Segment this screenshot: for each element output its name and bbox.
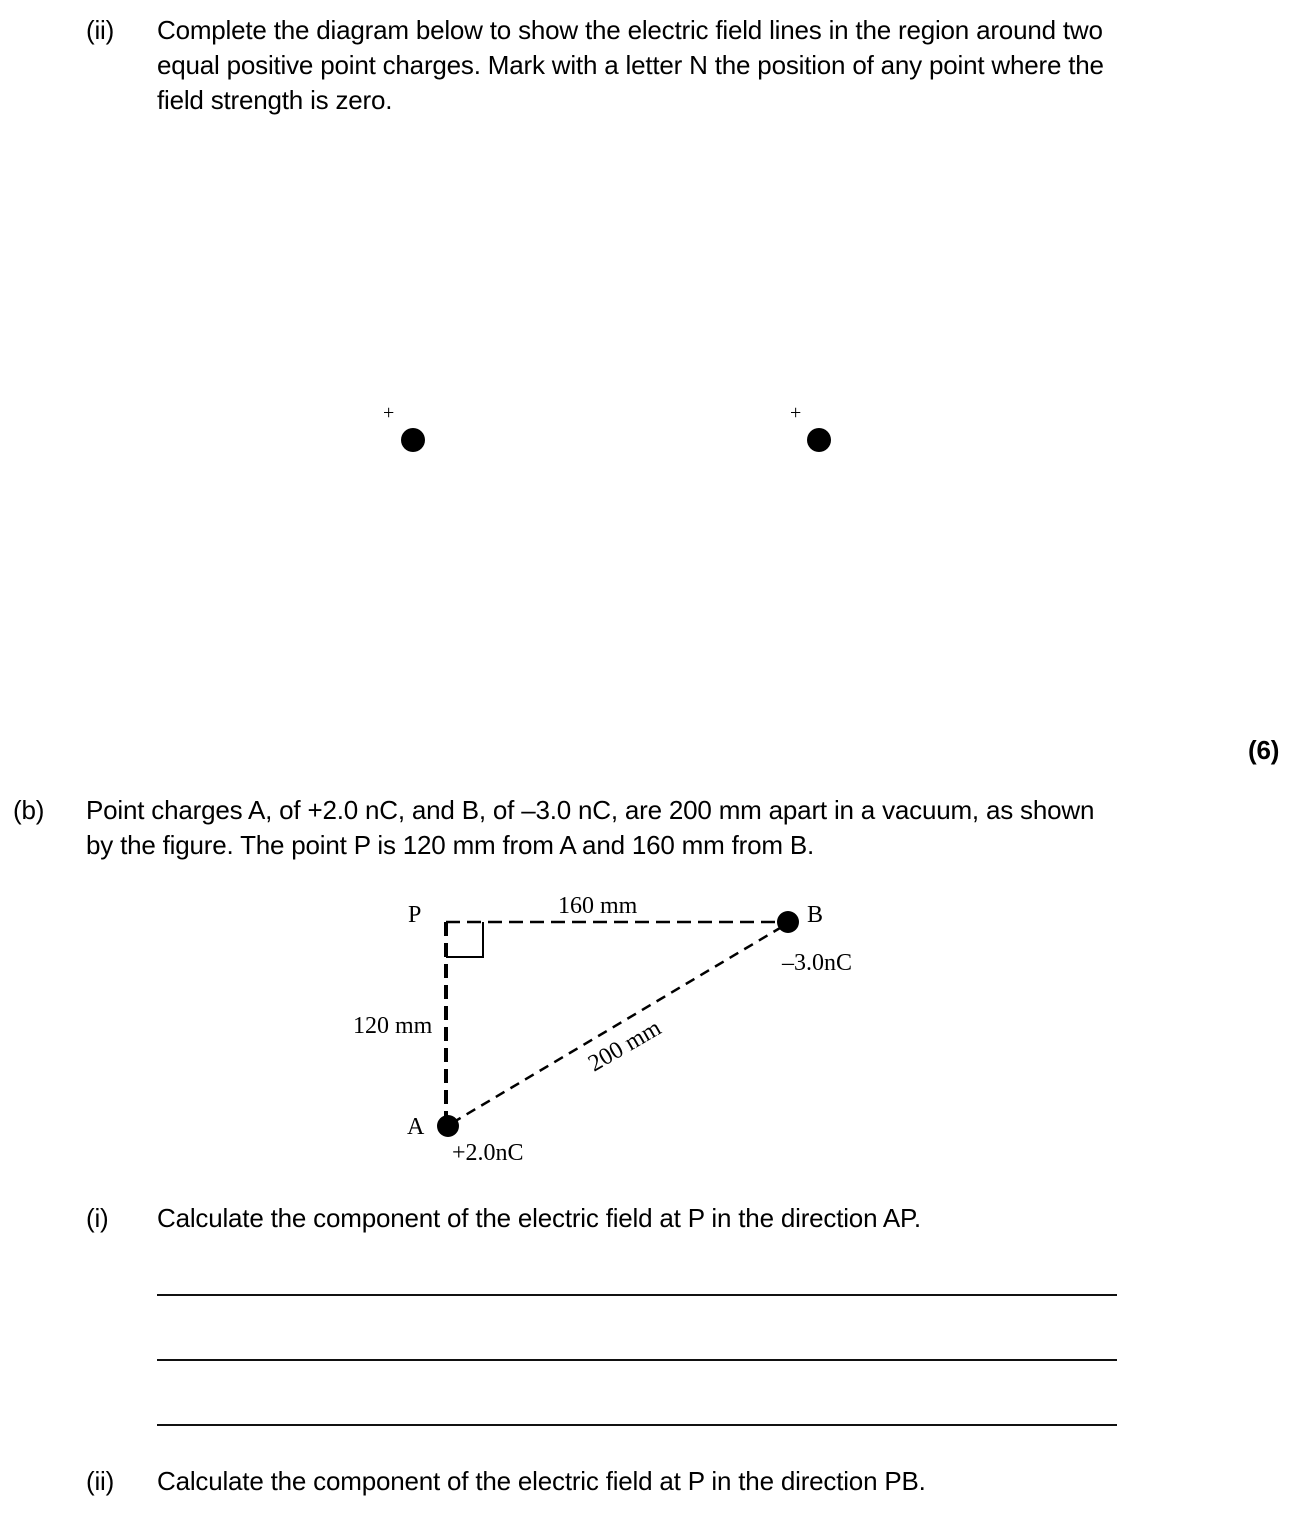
charge-triangle-figure xyxy=(340,880,880,1170)
question-text-a-ii xyxy=(157,13,1104,118)
answer-line-2[interactable] xyxy=(157,1359,1117,1361)
question-line: field strength is zero. xyxy=(157,85,393,115)
positive-charge-left xyxy=(401,428,425,452)
label-a: A xyxy=(407,1114,425,1140)
label-charge-a: +2.0nC xyxy=(452,1140,524,1166)
label-b: B xyxy=(807,902,824,928)
question-text-b-i: Calculate the component of the electric field at P in the direction AP. xyxy=(157,1203,921,1233)
question-label-b: (b) xyxy=(13,795,45,825)
label-p: P xyxy=(408,902,422,928)
label-charge-b: –3.0nC xyxy=(782,950,853,976)
charge-sign-right: + xyxy=(790,402,802,424)
question-label-b-ii: (ii) xyxy=(86,1466,115,1496)
charge-a-dot xyxy=(437,1115,459,1137)
answer-line-1[interactable] xyxy=(157,1294,1117,1296)
question-line: equal positive point charges. Mark with a letter N the position of any point where the xyxy=(157,50,1104,80)
question-label-b-i: (i) xyxy=(86,1203,109,1233)
marks-indicator: (6) xyxy=(1248,735,1280,765)
question-line: Complete the diagram below to show the electric field lines in the region around two xyxy=(157,15,1103,45)
question-line: Point charges A, of +2.0 nC, and B, of –3.0 nC, are 200 mm apart in a vacuum, as shown xyxy=(86,795,1095,825)
charge-sign-left: + xyxy=(383,402,395,424)
question-text-b-ii: Calculate the component of the electric field at P in the direction PB. xyxy=(157,1466,926,1496)
question-line: by the figure. The point P is 120 mm from A and 160 mm from B. xyxy=(86,830,814,860)
label-dist-pa: 120 mm xyxy=(353,1013,433,1039)
line-ab xyxy=(452,928,780,1123)
right-angle-marker xyxy=(446,922,483,957)
answer-line-3[interactable] xyxy=(157,1424,1117,1426)
label-dist-ab: 200 mm xyxy=(584,1015,666,1078)
positive-charge-right xyxy=(807,428,831,452)
charge-b-dot xyxy=(777,911,799,933)
question-text-b xyxy=(86,793,1094,863)
label-dist-pb: 160 mm xyxy=(558,893,638,919)
question-label-a-ii: (ii) xyxy=(86,15,115,45)
